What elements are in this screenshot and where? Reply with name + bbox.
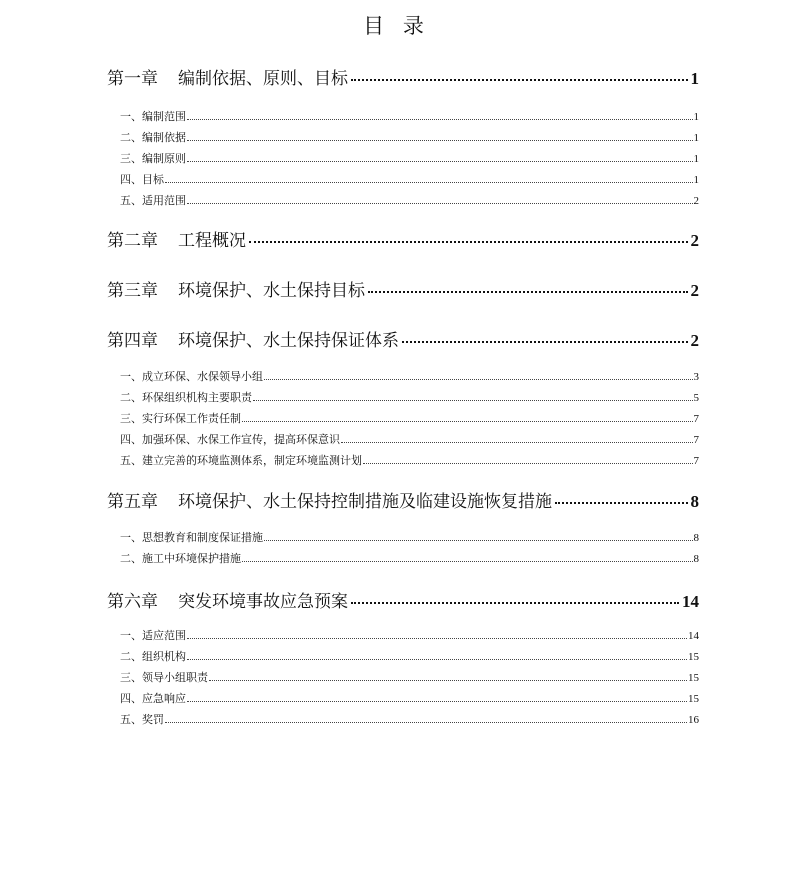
section-page-number: 7 bbox=[693, 413, 699, 425]
chapter-page-number: 2 bbox=[690, 231, 699, 250]
section-page-number: 16 bbox=[688, 714, 699, 726]
section-page-number: 15 bbox=[688, 651, 699, 663]
toc-section-entry[interactable] bbox=[120, 150, 699, 164]
toc-section-entry[interactable] bbox=[120, 711, 699, 725]
chapter-page-number: 2 bbox=[690, 281, 699, 300]
dot-leader bbox=[187, 140, 693, 141]
dot-leader bbox=[165, 722, 687, 723]
chapter-page-number: 1 bbox=[690, 69, 699, 88]
chapter-label: 第六章 bbox=[107, 592, 158, 612]
section-page-number: 1 bbox=[693, 132, 699, 144]
toc-section-entry[interactable] bbox=[120, 389, 699, 403]
toc-section-entry[interactable] bbox=[120, 410, 699, 424]
chapter-page-number: 8 bbox=[690, 492, 699, 511]
dot-leader bbox=[368, 291, 688, 293]
toc-chapter-entry[interactable] bbox=[107, 64, 699, 89]
dot-leader bbox=[187, 659, 687, 660]
dot-leader bbox=[187, 119, 693, 120]
toc-section-entry[interactable] bbox=[120, 550, 699, 564]
toc-section-entry[interactable] bbox=[120, 129, 699, 143]
chapter-title: 环境保护、水土保持控制措施及临建设施恢复措施 bbox=[178, 492, 552, 512]
toc-chapter-entry[interactable] bbox=[107, 276, 699, 301]
dot-leader bbox=[187, 161, 693, 162]
dot-leader bbox=[249, 241, 688, 243]
dot-leader bbox=[187, 203, 693, 204]
section-label: 三、编制原则 bbox=[120, 152, 186, 165]
dot-leader bbox=[253, 400, 693, 401]
toc-section-entry[interactable] bbox=[120, 452, 699, 466]
section-page-number: 8 bbox=[693, 532, 699, 544]
section-page-number: 1 bbox=[693, 153, 699, 165]
dot-leader bbox=[187, 638, 687, 639]
toc-section-entry[interactable] bbox=[120, 171, 699, 185]
section-page-number: 2 bbox=[693, 195, 699, 207]
toc-chapter-entry[interactable] bbox=[107, 587, 699, 612]
chapter-title: 环境保护、水土保持目标 bbox=[178, 281, 365, 301]
toc-section-entry[interactable] bbox=[120, 669, 699, 683]
toc-section-entry[interactable] bbox=[120, 648, 699, 662]
toc-section-entry[interactable] bbox=[120, 529, 699, 543]
section-label: 一、编制范围 bbox=[120, 110, 186, 123]
dot-leader bbox=[242, 421, 693, 422]
toc-section-entry[interactable] bbox=[120, 627, 699, 641]
chapter-label: 第二章 bbox=[107, 231, 158, 251]
section-label: 二、环保组织机构主要职责 bbox=[120, 391, 252, 404]
section-label: 二、施工中环境保护措施 bbox=[120, 552, 241, 565]
dot-leader bbox=[264, 379, 693, 380]
dot-leader bbox=[242, 561, 693, 562]
section-label: 五、奖罚 bbox=[120, 713, 164, 726]
dot-leader bbox=[209, 680, 687, 681]
section-label: 五、适用范围 bbox=[120, 194, 186, 207]
section-page-number: 7 bbox=[693, 455, 699, 467]
dot-leader bbox=[555, 502, 688, 504]
chapter-page-number: 2 bbox=[690, 331, 699, 350]
dot-leader bbox=[187, 701, 687, 702]
chapter-title: 工程概况 bbox=[178, 231, 246, 251]
chapter-title: 突发环境事故应急预案 bbox=[178, 592, 348, 612]
section-page-number: 5 bbox=[693, 392, 699, 404]
section-label: 四、加强环保、水保工作宣传，提高环保意识 bbox=[120, 433, 340, 446]
chapter-title: 编制依据、原则、目标 bbox=[178, 69, 348, 89]
section-page-number: 1 bbox=[693, 111, 699, 123]
section-page-number: 15 bbox=[688, 693, 699, 705]
toc-chapter-entry[interactable] bbox=[107, 487, 699, 512]
toc-chapter-entry[interactable] bbox=[107, 326, 699, 351]
section-page-number: 8 bbox=[693, 553, 699, 565]
toc-chapter-entry[interactable] bbox=[107, 226, 699, 251]
toc-section-entry[interactable] bbox=[120, 368, 699, 382]
section-label: 一、适应范围 bbox=[120, 629, 186, 642]
section-label: 一、思想教育和制度保证措施 bbox=[120, 531, 263, 544]
dot-leader bbox=[363, 463, 693, 464]
dot-leader bbox=[351, 602, 679, 604]
section-label: 一、成立环保、水保领导小组 bbox=[120, 370, 263, 383]
section-label: 四、目标 bbox=[120, 173, 164, 186]
dot-leader bbox=[165, 182, 693, 183]
chapter-page-number: 14 bbox=[682, 592, 699, 611]
chapter-title: 环境保护、水土保持保证体系 bbox=[178, 331, 399, 351]
toc-section-entry[interactable] bbox=[120, 431, 699, 445]
section-label: 二、组织机构 bbox=[120, 650, 186, 663]
section-label: 三、领导小组职责 bbox=[120, 671, 208, 684]
chapter-label: 第三章 bbox=[107, 281, 158, 301]
dot-leader bbox=[351, 79, 688, 81]
section-label: 五、建立完善的环境监测体系，制定环境监测计划 bbox=[120, 454, 362, 467]
section-page-number: 14 bbox=[688, 630, 699, 642]
toc-section-entry[interactable] bbox=[120, 108, 699, 122]
section-page-number: 3 bbox=[693, 371, 699, 383]
section-page-number: 15 bbox=[688, 672, 699, 684]
section-page-number: 7 bbox=[693, 434, 699, 446]
dot-leader bbox=[402, 341, 688, 343]
toc-section-entry[interactable] bbox=[120, 192, 699, 206]
section-label: 二、编制依据 bbox=[120, 131, 186, 144]
chapter-label: 第四章 bbox=[107, 331, 158, 351]
dot-leader bbox=[264, 540, 693, 541]
toc-title: 目 录 bbox=[363, 14, 430, 38]
section-label: 四、应急响应 bbox=[120, 692, 186, 705]
section-page-number: 1 bbox=[693, 174, 699, 186]
chapter-label: 第五章 bbox=[107, 492, 158, 512]
toc-section-entry[interactable] bbox=[120, 690, 699, 704]
section-label: 三、实行环保工作责任制 bbox=[120, 412, 241, 425]
dot-leader bbox=[341, 442, 693, 443]
chapter-label: 第一章 bbox=[107, 69, 158, 89]
